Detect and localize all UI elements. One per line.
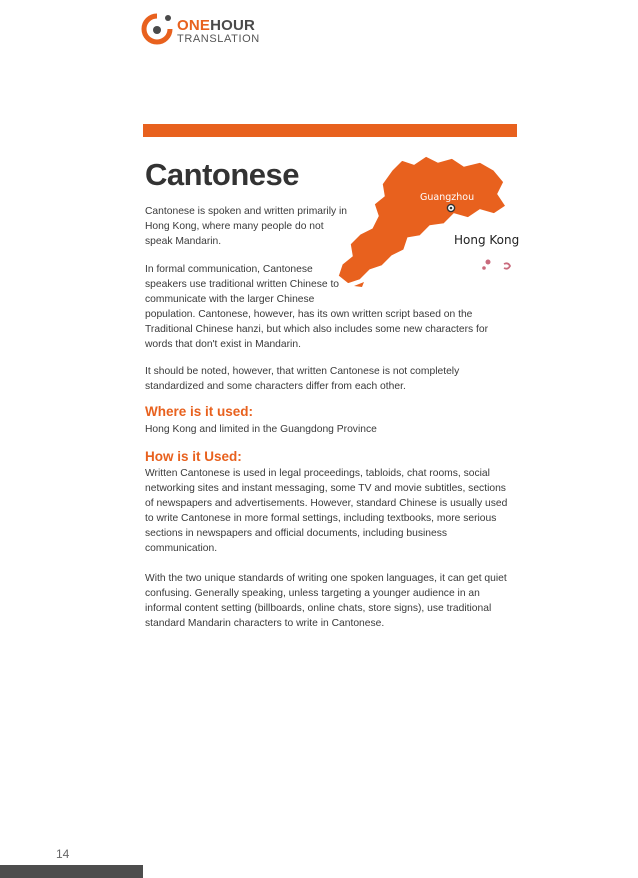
intro-paragraph-2-continued: population. Cantonese, however, has its own written script based on the Traditional Chinese hanzi, but which also includes some new characters for words that don't exist in Mandarin.: [145, 309, 489, 350]
company-logo: [141, 12, 281, 48]
header-accent-bar: [143, 124, 517, 137]
logo-mark-icon: [141, 12, 173, 46]
guangdong-map-icon: [334, 152, 524, 287]
intro-paragraph-1: Cantonese is spoken and written primarily in Hong Kong, where many people do not speak Mandarin.: [145, 206, 348, 247]
intro-paragraph-3: It should be noted, however, that written Cantonese is not completely standardized and some characters differ from each other.: [145, 366, 460, 392]
where-used-text: Hong Kong and limited in the Guangdong Province: [145, 424, 377, 435]
how-used-text-2: With the two unique standards of writing one spoken languages, it can get quiet confusing. Generally speaking, unless targeting a younger audience in an informal content setting (billboards, online chats, store signs), use traditional standard Mandarin characters to write in Cantonese.: [145, 573, 507, 629]
how-used-text: Written Cantonese is used in legal proceedings, tabloids, chat rooms, social networking sites and instant messaging, some TV and movie subtitles, sections of newspapers and advertisements. However, standard Chinese is usually used to write Cantonese in more formal settings, including textbooks, more serious sections in newspapers and official documents, including business communication.: [145, 468, 508, 554]
where-used-heading: Where is it used:: [145, 404, 254, 419]
how-used-heading: How is it Used:: [145, 449, 242, 464]
logo-wordmark: ONEHOUR: [177, 17, 256, 34]
map-label-guangzhou: Guangzhou: [420, 192, 475, 203]
page-title: Cantonese: [145, 157, 299, 192]
map-label-hong-kong: Hong Kong: [454, 233, 520, 247]
logo-subtitle: TRANSLATION: [177, 33, 260, 45]
page-number: 14: [56, 847, 70, 861]
intro-paragraph-2: In formal communication, Cantonese speakers use traditional written Chinese to communicate with the larger Chinese: [145, 264, 340, 305]
footer-bar: [0, 865, 143, 878]
